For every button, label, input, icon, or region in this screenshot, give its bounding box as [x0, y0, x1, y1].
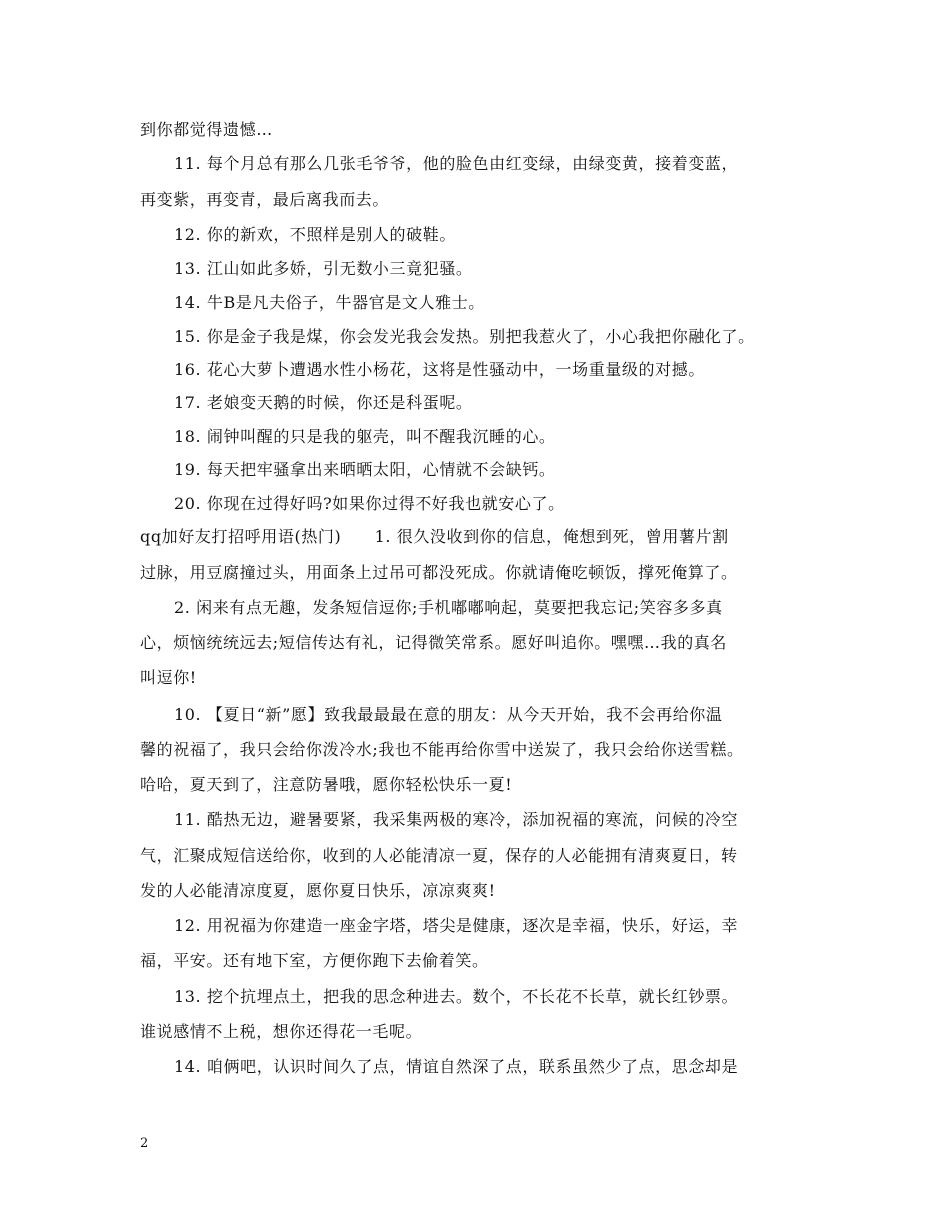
text-line-27: 谁说感情不上税，想你还得花一毛呢。	[140, 1022, 423, 1041]
text-line-4: 12. 你的新欢，不照样是别人的破鞋。	[174, 225, 456, 244]
text-line-28: 14. 咱俩吧，认识时间久了点，情谊自然深了点，联系虽然少了点，思念却是	[174, 1057, 739, 1076]
text-line-8: 16. 花心大萝卜遭遇水性小杨花，这将是性骚动中，一场重量级的对撼。	[174, 360, 705, 379]
text-line-26: 13. 挖个抗埋点土，把我的思念种进去。数个，不长花不长草，就长红钞票。	[174, 987, 739, 1006]
text-line-6: 14. 牛B是凡夫俗子，牛器官是文人雅士。	[174, 293, 485, 312]
text-line-25: 福，平安。还有地下室，方便你跑下去偷着笑。	[140, 951, 489, 970]
text-line-3: 再变紫，再变青，最后离我而去。	[140, 190, 390, 209]
text-line-22: 气，汇聚成短信送给你，收到的人必能清凉一夏，保存的人必能拥有清爽夏日，转	[140, 846, 738, 865]
page-number: 2	[140, 1136, 149, 1151]
text-line-19: 馨的祝福了，我只会给你泼冷水;我也不能再给你雪中送炭了，我只会给你送雪糕。	[140, 740, 744, 759]
text-line-14: 过脉，用豆腐撞过头，用面条上过吊可都没死成。你就请俺吃顿饭，撑死俺算了。	[140, 563, 738, 582]
text-line-10: 18. 闹钟叫醒的只是我的躯壳，叫不醒我沉睡的心。	[174, 427, 556, 446]
text-line-9: 17. 老娘变天鹅的时候，你还是科蛋呢。	[174, 393, 473, 412]
text-line-13: qq加好友打招呼用语(热门) 1. 很久没收到你的信息，俺想到死，曾用薯片割	[140, 527, 729, 546]
text-line-21: 11. 酷热无边，避暑要紧，我采集两极的寒冷，添加祝福的寒流，问候的冷空	[174, 810, 739, 829]
text-line-23: 发的人必能清凉度夏，愿你夏日快乐，凉凉爽爽!	[140, 881, 496, 900]
text-line-16: 心，烦恼统统远去;短信传达有礼，记得微笑常系。愿好叫追你。嘿嘿…我的真名	[140, 633, 727, 652]
text-line-24: 12. 用祝福为你建造一座金字塔，塔尖是健康，逐次是幸福，快乐，好运，幸	[174, 916, 739, 935]
text-line-5: 13. 江山如此多娇，引无数小三竟犯骚。	[174, 259, 473, 278]
text-line-15: 2. 闲来有点无趣，发条短信逗你;手机嘟嘟响起，莫要把我忘记;笑容多多真	[174, 598, 723, 617]
text-line-18: 10. 【夏日“新”愿】致我最最最在意的朋友：从今天开始，我不会再给你温	[174, 705, 723, 724]
text-line-11: 19. 每天把牢骚拿出来晒晒太阳，心情就不会缺钙。	[174, 460, 556, 479]
text-line-12: 20. 你现在过得好吗?如果你过得不好我也就安心了。	[174, 494, 565, 513]
text-line-20: 哈哈，夏天到了，注意防暑哦，愿你轻松快乐一夏!	[140, 775, 513, 794]
text-line-2: 11. 每个月总有那么几张毛爷爷，他的脸色由红变绿，由绿变黄，接着变蓝，	[174, 154, 739, 173]
text-line-1: 到你都觉得遗憾…	[140, 120, 273, 139]
text-line-7: 15. 你是金子我是煤，你会发光我会发热。别把我惹火了，小心我把你融化了。	[174, 327, 755, 346]
text-line-17: 叫逗你!	[140, 668, 197, 687]
